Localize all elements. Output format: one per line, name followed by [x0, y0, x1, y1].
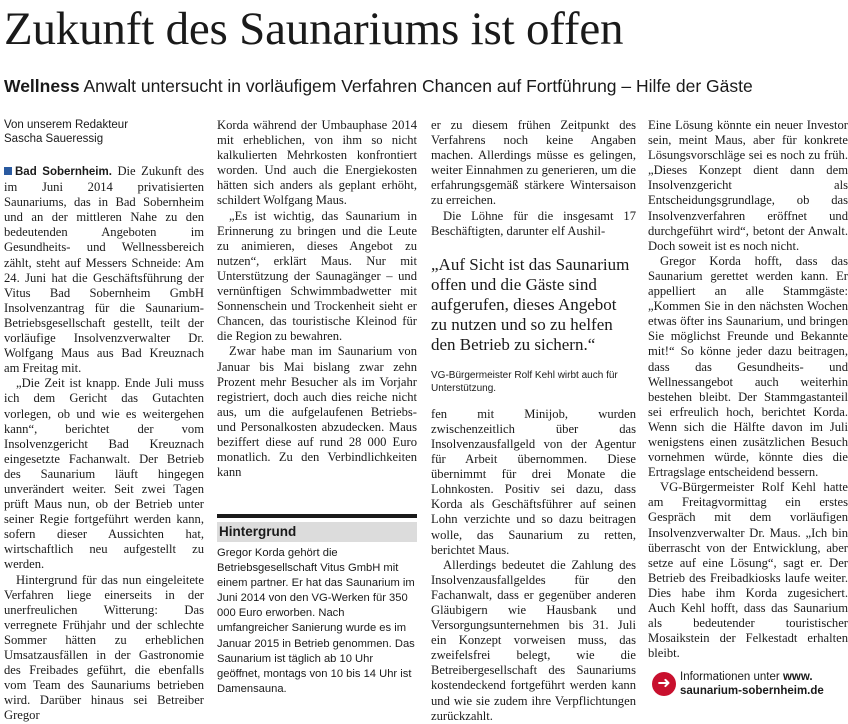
arrow-right-icon: ➜: [652, 672, 676, 696]
paragraph: Gregor Korda hofft, dass das Saunarium gerettet werden kann. Er appelliert an alle Stammgäste: „Kommen Sie in den nächsten Wochen etwas öfter ins Saunarium, und bringen Sie möglichst Freunde und Bekannte mit!“ So könne jeder dazu beitragen, dass das Gesundheits- und Wellnessangebot auch weiterhin bestehen bleibt. Der Stammgastanteil sei erfreulich hoch, berichtet Korda. Wenn sich die Hälfte davon im Juli wenigstens einen zusätzlichen Besuch vornehmen würde, könnte dies die Ertragslage entscheidend bessern.: [648, 253, 848, 480]
paragraph: „Die Zeit ist knapp. Ende Juli muss ich dem Gericht das Gutachten vorlegen, ob und wie es weitergehen kann“, berichtet der vom Insolvenzgericht Bad Kreuznach eingesetzte Fachanwalt. Der Betrieb des Saunarium läuft hingegen unverändert weiter. Seit zwei Tagen prüft Maus nun, ob der Betrieb unter seiner Regie fortgeführt werden kann, sofern dieser Aussichten hat, wirtschaftlich neu aufgestellt zu werden.: [4, 376, 204, 572]
paragraph: er zu diesem frühen Zeitpunkt des Verfahrens noch keine Angaben machen. Allerdings müsse es gelingen, weiter Einnahmen zu generieren, um die erfahrungsgemäß stärkere Wintersaison zu erreichen.: [431, 118, 636, 208]
byline: [4, 118, 204, 146]
paragraph: fen mit Minijob, wurden zwischenzeitlich über das Insolvenzausfallgeld von der Agentur für Arbeit übernommen. Diese übernimmt für drei Monate die Lohnkosten. Positiv sei dazu, dass Korda als Geschäftsführer auf seinen Lohn verzichte und so dazu beitragen wolle, das Saunarium zu retten, berichtet Maus.: [431, 406, 636, 557]
byline-author: Sascha Saueressig: [4, 133, 104, 145]
paragraph: Korda während der Umbauphase 2014 mit erheblichen, von ihm so nicht kalkulierten Mehrkosten konfrontiert worden. Und auch die Energiekosten hätten sich anders als geplant erhöht, schildert Wolfgang Maus.: [217, 118, 417, 208]
paragraph: VG-Bürgermeister Rolf Kehl hatte am Freitagvormittag ein erstes Gespräch mit dem vorläufigen Insolvenzverwalter Dr. Maus. „Ich bin überrascht von der Entwicklung, aber setze auf eine Lösung“, sagt er. Der Betrieb des Freibadkiosks laufe weiter. Dies habe ihm Korda zugesichert. Auch Kehl hofft, dass das Saunarium als bedeutender touristischer Mosaikstein der Felkestadt erhalten bleibt.: [648, 480, 848, 661]
paragraph: [4, 164, 204, 376]
info-link-box: [648, 668, 848, 700]
paragraph: Hintergrund für das nun eingeleitete Verfahren liege einerseits in der unerfreulichen Witterung: Das verregnete Frühjahr und der schlechte Sommer hätten zu erheblichen Umsatzausfällen in der Gastronomie des Freibades geführt, die ebenfalls vom Team des Saunariums betrieben wird. Darüber hinaus sei Betreiber Gregor: [4, 572, 204, 723]
article-column-4: [648, 118, 848, 661]
box-text: Gregor Korda gehört die Betriebsgesellschaft Vitus GmbH mit einem partner. Er hat das Saunarium im Juni 2014 von den VG-Werken für 350 000 Euro erworben. Nach umfangreicher Sanierung wurde es im Januar 2015 in Betrieb genommen. Das Saunarium ist täglich ab 10 Uhr geöffnet, montags von 10 bis 14 Uhr ist Damensauna.: [217, 547, 415, 695]
paragraph: Zwar habe man im Saunarium von Januar bis Mai bislang zwar zehn Prozent mehr Besucher als im Vorjahr registriert, doch auch dies reiche nicht aus, um die aufgelaufenen Betriebs- und Personalkosten abzudecken. Maus beziffert diese auf rund 28 000 Euro monatlich. Zu den Verbindlichkeiten kann: [217, 344, 417, 480]
info-text: [680, 670, 848, 698]
box-body: [217, 546, 417, 697]
info-url-prefix[interactable]: www.: [782, 671, 813, 683]
byline-line-1: Von unserem Redakteur: [4, 119, 129, 131]
paragraph: Die Löhne für die insgesamt 17 Beschäftigten, darunter elf Aushil-: [431, 208, 636, 238]
box-title: Hintergrund: [217, 522, 417, 542]
location-square-icon: [4, 167, 12, 175]
dateline: Bad Sobernheim.: [15, 166, 112, 178]
pull-quote-attribution: VG-Bürgermeister Rolf Kehl wirbt auch für Unterstützung.: [431, 369, 618, 394]
background-box: [217, 514, 417, 700]
article-column-1: [4, 118, 205, 723]
article-column-2: [217, 118, 417, 508]
info-lead: Informationen unter: [680, 671, 780, 683]
kicker: Wellness: [4, 76, 80, 96]
box-divider: [217, 514, 417, 518]
info-url[interactable]: saunarium-sobernheim.de: [680, 685, 824, 697]
article-column-3: [431, 118, 636, 723]
headline: Zukunft des Saunariums ist offen: [4, 3, 624, 55]
paragraph: Eine Lösung könnte ein neuer Investor sein, meint Maus, aber für konkrete Lösungsvorschläge sei es noch zu früh. „Dieses Konzept dient dann dem Insolvenzgericht als Entscheidungsgrundlage, ob das Insolvenzverfahren eröffnet und durchgeführt wird“, betont der Anwalt. Doch soweit ist es noch nicht.: [648, 118, 848, 253]
paragraph: „Es ist wichtig, das Saunarium in Erinnerung zu bringen und die Leute zu animieren, dieses Angebot zu nutzen“, erklärt Maus. Nur mit Unterstützung der Saunagänger – und vernünftigen Schwimmbadwetter mit Sonnenschein und Trockenheit sieht er Chancen, das touristische Kleinod für die Region zu bewahren.: [217, 208, 417, 344]
subheadline: [4, 74, 848, 98]
subheadline-text: Anwalt untersucht in vorläufigem Verfahren Chancen auf Fortführung – Hilfe der Gäste: [83, 76, 753, 96]
paragraph: Allerdings bedeutet die Zahlung des Insolvenzausfallgeldes für den Fachanwalt, dass er gegenüber anderen Gläubigern wie Hausbank und Versorgungsunternehmen bis 31. Juli ein Konzept vorweisen muss, das zweifelsfrei belegt, wie die Betreibergesellschaft des Saunariums kostendeckend fortgeführt werden kann und wie sie zudem ihre Verpflichtungen zurückzahlt.: [431, 557, 636, 723]
pull-quote: „Auf Sicht ist das Saunarium offen und die Gäste sind aufgerufen, dieses Angebot zu nutzen und so zu helfen den Betrieb zu sichern.“: [431, 254, 630, 354]
paragraph-text: Die Zukunft des im Juni 2014 privatisierten Saunariums, das in Bad Sobernheim und an der mittleren Nahe zu den bedeutenden Angeboten im Gesundheits- und Wellnessbereich zählt, steht auf Messers Schneide: Am 24. Juni hat die Geschäftsführung der Vitus Bad Sobernheim GmbH Insolvenzantrag für die Saunarium-Betriebsgesellschaft gestellt, teilt der vorläufige Insolvenzverwalter Dr. Wolfgang Maus aus Bad Kreuznach am Freitag mit.: [4, 164, 205, 376]
